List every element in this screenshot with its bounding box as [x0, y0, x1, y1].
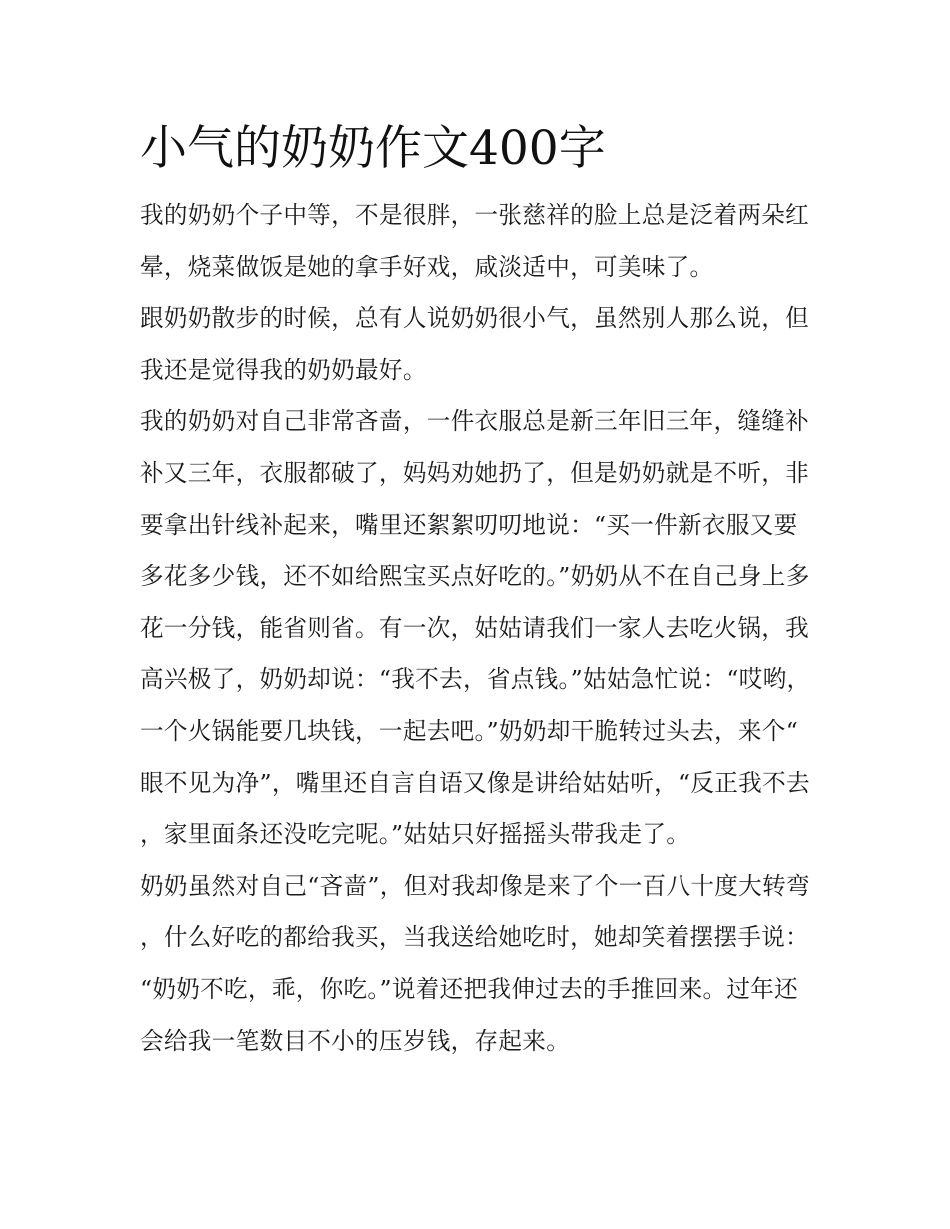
- paragraph-3: 我的奶奶对自己非常吝啬，一件衣服总是新三年旧三年，缝缝补补又三年，衣服都破了，妈妈劝她扔了，但是奶奶就是不听，非要拿出针线补起来，嘴里还絮絮叨叨地说：“买一件新衣服又要多花多少钱，还不如给熙宝买点好吃的。”奶奶从不在自己身上多花一分钱，能省则省。有一次，姑姑请我们一家人去吃火锅，我高兴极了，奶奶却说：“我不去，省点钱。”姑姑急忙说：“哎哟，一个火锅能要几块钱，一起去吧。”奶奶却干脆转过头去，来个“眼不见为净”，嘴里还自言自语又像是讲给姑姑听，“反正我不去，家里面条还没吃完呢。”姑姑只好摇摇头带我走了。: [140, 407, 811, 849]
- article: [140, 118, 815, 1067]
- article-title: 小气的奶奶作文400字: [140, 121, 606, 176]
- paragraph-2: 跟奶奶散步的时候，总有人说奶奶很小气，虽然别人那么说，但我还是觉得我的奶奶最好。: [140, 304, 810, 384]
- paragraph-1: 我的奶奶个子中等，不是很胖，一张慈祥的脸上总是泛着两朵红晕，烧菜做饭是她的拿手好戏，咸淡适中，可美味了。: [140, 201, 810, 281]
- article-body: [140, 190, 815, 1067]
- paragraph-4: 奶奶虽然对自己“吝啬”，但对我却像是来了个一百八十度大转弯，什么好吃的都给我买，当我送给她吃时，她却笑着摆摆手说：“奶奶不吃，乖，你吃。”说着还把我伸过去的手推回来。过年还会给我一笔数目不小的压岁钱，存起来。: [140, 871, 810, 1055]
